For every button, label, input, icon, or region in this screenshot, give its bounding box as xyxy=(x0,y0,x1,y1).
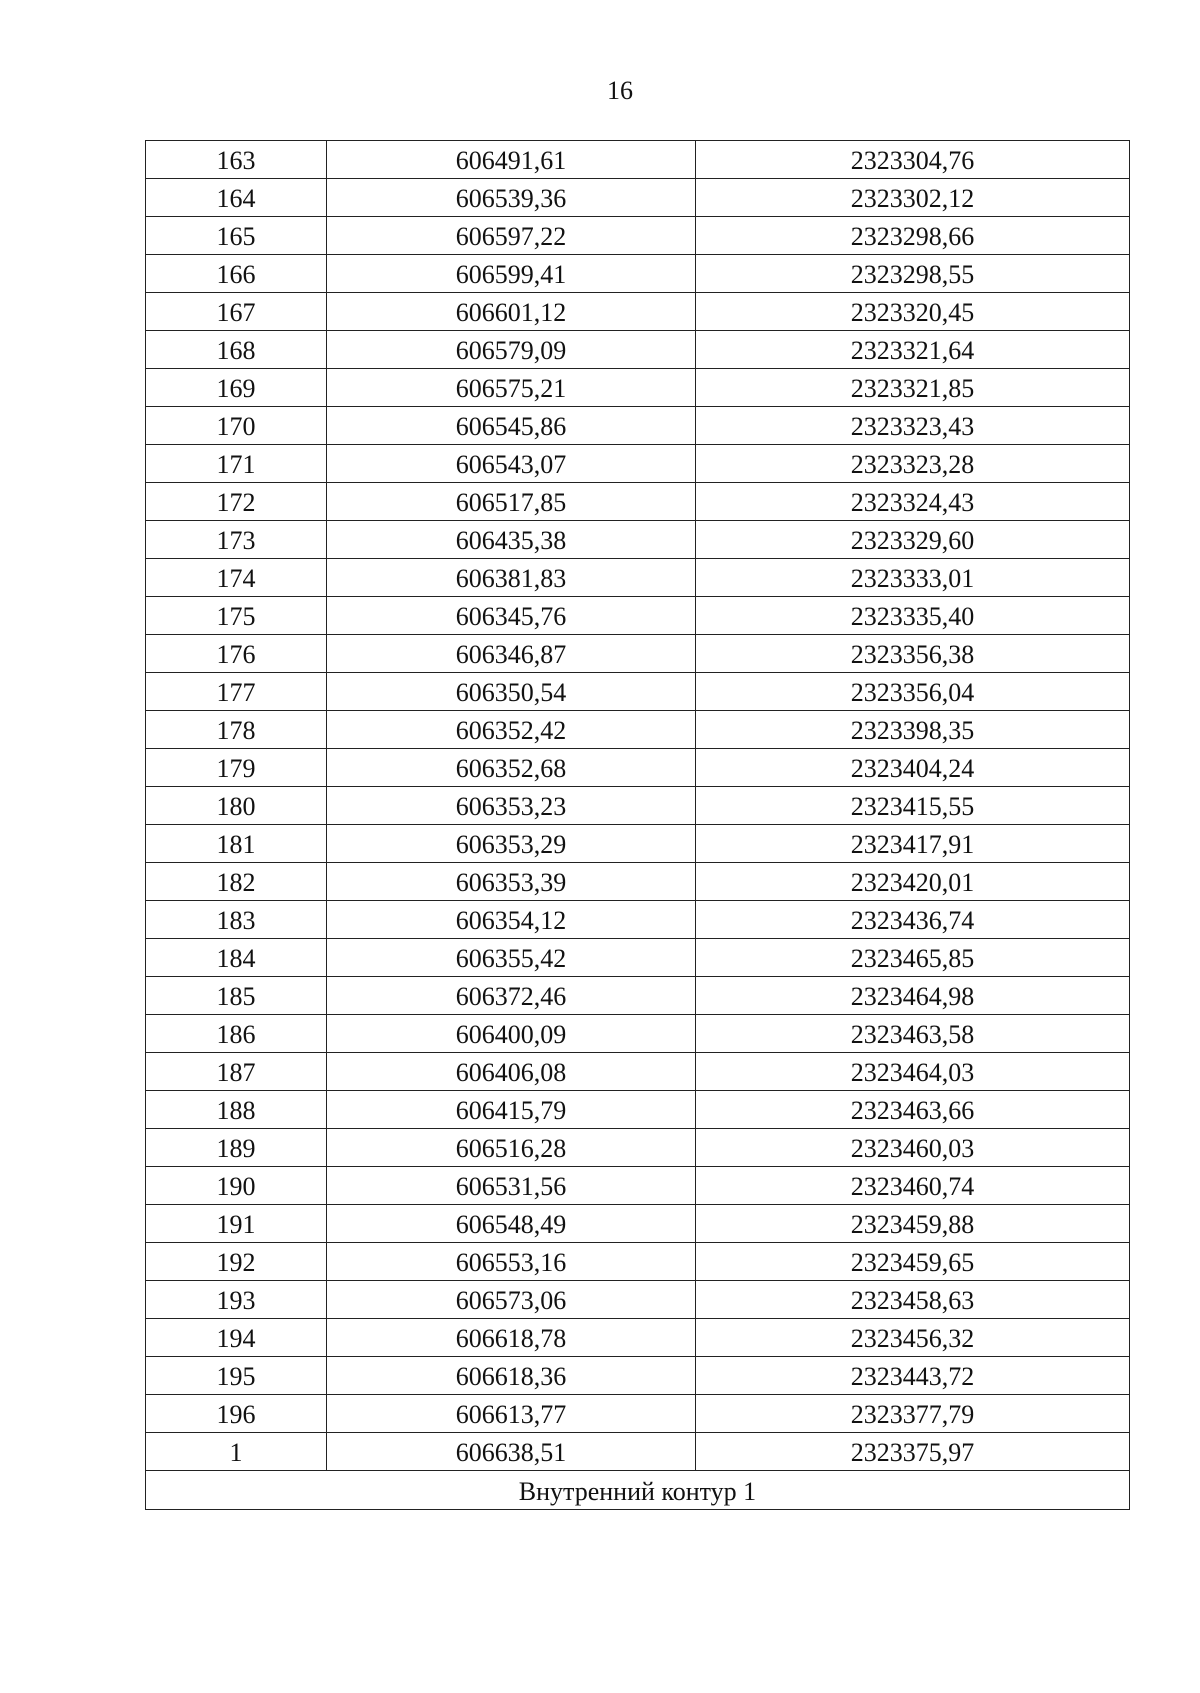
coordinates-table-body xyxy=(146,141,1130,1510)
x-coordinate-cell: 606353,39 xyxy=(327,863,696,901)
y-coordinate-cell: 2323356,38 xyxy=(696,635,1130,673)
table-row xyxy=(146,521,1130,559)
y-coordinate-cell: 2323302,12 xyxy=(696,179,1130,217)
point-number-cell: 173 xyxy=(146,521,327,559)
y-coordinate-cell: 2323436,74 xyxy=(696,901,1130,939)
point-number-cell: 169 xyxy=(146,369,327,407)
x-coordinate-cell: 606400,09 xyxy=(327,1015,696,1053)
table-row xyxy=(146,1319,1130,1357)
y-coordinate-cell: 2323323,43 xyxy=(696,407,1130,445)
point-number-cell: 1 xyxy=(146,1433,327,1471)
table-row xyxy=(146,483,1130,521)
x-coordinate-cell: 606350,54 xyxy=(327,673,696,711)
y-coordinate-cell: 2323398,35 xyxy=(696,711,1130,749)
point-number-cell: 193 xyxy=(146,1281,327,1319)
x-coordinate-cell: 606543,07 xyxy=(327,445,696,483)
point-number-cell: 166 xyxy=(146,255,327,293)
point-number-cell: 177 xyxy=(146,673,327,711)
x-coordinate-cell: 606381,83 xyxy=(327,559,696,597)
point-number-cell: 175 xyxy=(146,597,327,635)
table-row xyxy=(146,787,1130,825)
y-coordinate-cell: 2323323,28 xyxy=(696,445,1130,483)
x-coordinate-cell: 606613,77 xyxy=(327,1395,696,1433)
point-number-cell: 189 xyxy=(146,1129,327,1167)
coordinates-table xyxy=(145,140,1130,1510)
y-coordinate-cell: 2323304,76 xyxy=(696,141,1130,179)
point-number-cell: 178 xyxy=(146,711,327,749)
y-coordinate-cell: 2323356,04 xyxy=(696,673,1130,711)
x-coordinate-cell: 606601,12 xyxy=(327,293,696,331)
y-coordinate-cell: 2323417,91 xyxy=(696,825,1130,863)
y-coordinate-cell: 2323443,72 xyxy=(696,1357,1130,1395)
y-coordinate-cell: 2323460,74 xyxy=(696,1167,1130,1205)
point-number-cell: 191 xyxy=(146,1205,327,1243)
table-row xyxy=(146,1015,1130,1053)
x-coordinate-cell: 606346,87 xyxy=(327,635,696,673)
table-row xyxy=(146,1129,1130,1167)
point-number-cell: 179 xyxy=(146,749,327,787)
table-row xyxy=(146,293,1130,331)
page-number: 16 xyxy=(607,76,633,105)
point-number-cell: 171 xyxy=(146,445,327,483)
table-row xyxy=(146,825,1130,863)
table-row xyxy=(146,1357,1130,1395)
x-coordinate-cell: 606618,36 xyxy=(327,1357,696,1395)
table-row xyxy=(146,1395,1130,1433)
point-number-cell: 180 xyxy=(146,787,327,825)
y-coordinate-cell: 2323459,65 xyxy=(696,1243,1130,1281)
x-coordinate-cell: 606531,56 xyxy=(327,1167,696,1205)
y-coordinate-cell: 2323463,58 xyxy=(696,1015,1130,1053)
table-row xyxy=(146,1167,1130,1205)
x-coordinate-cell: 606406,08 xyxy=(327,1053,696,1091)
point-number-cell: 182 xyxy=(146,863,327,901)
table-row xyxy=(146,749,1130,787)
point-number-cell: 186 xyxy=(146,1015,327,1053)
table-row xyxy=(146,1243,1130,1281)
point-number-cell: 174 xyxy=(146,559,327,597)
point-number-cell: 165 xyxy=(146,217,327,255)
x-coordinate-cell: 606597,22 xyxy=(327,217,696,255)
x-coordinate-cell: 606638,51 xyxy=(327,1433,696,1471)
table-row xyxy=(146,1281,1130,1319)
table-row xyxy=(146,711,1130,749)
table-row xyxy=(146,141,1130,179)
x-coordinate-cell: 606517,85 xyxy=(327,483,696,521)
table-row xyxy=(146,635,1130,673)
y-coordinate-cell: 2323404,24 xyxy=(696,749,1130,787)
table-row xyxy=(146,939,1130,977)
point-number-cell: 176 xyxy=(146,635,327,673)
point-number-cell: 190 xyxy=(146,1167,327,1205)
y-coordinate-cell: 2323464,98 xyxy=(696,977,1130,1015)
y-coordinate-cell: 2323465,85 xyxy=(696,939,1130,977)
y-coordinate-cell: 2323321,85 xyxy=(696,369,1130,407)
y-coordinate-cell: 2323375,97 xyxy=(696,1433,1130,1471)
x-coordinate-cell: 606548,49 xyxy=(327,1205,696,1243)
table-row xyxy=(146,217,1130,255)
x-coordinate-cell: 606491,61 xyxy=(327,141,696,179)
table-row xyxy=(146,331,1130,369)
point-number-cell: 194 xyxy=(146,1319,327,1357)
point-number-cell: 184 xyxy=(146,939,327,977)
point-number-cell: 164 xyxy=(146,179,327,217)
x-coordinate-cell: 606516,28 xyxy=(327,1129,696,1167)
point-number-cell: 181 xyxy=(146,825,327,863)
table-row xyxy=(146,1433,1130,1471)
table-row xyxy=(146,407,1130,445)
point-number-cell: 185 xyxy=(146,977,327,1015)
table-row xyxy=(146,673,1130,711)
y-coordinate-cell: 2323333,01 xyxy=(696,559,1130,597)
table-row xyxy=(146,179,1130,217)
y-coordinate-cell: 2323298,66 xyxy=(696,217,1130,255)
x-coordinate-cell: 606545,86 xyxy=(327,407,696,445)
x-coordinate-cell: 606352,42 xyxy=(327,711,696,749)
table-row xyxy=(146,863,1130,901)
point-number-cell: 195 xyxy=(146,1357,327,1395)
y-coordinate-cell: 2323298,55 xyxy=(696,255,1130,293)
table-row xyxy=(146,255,1130,293)
y-coordinate-cell: 2323329,60 xyxy=(696,521,1130,559)
x-coordinate-cell: 606353,29 xyxy=(327,825,696,863)
y-coordinate-cell: 2323321,64 xyxy=(696,331,1130,369)
y-coordinate-cell: 2323460,03 xyxy=(696,1129,1130,1167)
point-number-cell: 187 xyxy=(146,1053,327,1091)
y-coordinate-cell: 2323456,32 xyxy=(696,1319,1130,1357)
point-number-cell: 167 xyxy=(146,293,327,331)
y-coordinate-cell: 2323463,66 xyxy=(696,1091,1130,1129)
table-row xyxy=(146,901,1130,939)
table-row xyxy=(146,1053,1130,1091)
x-coordinate-cell: 606372,46 xyxy=(327,977,696,1015)
y-coordinate-cell: 2323335,40 xyxy=(696,597,1130,635)
point-number-cell: 196 xyxy=(146,1395,327,1433)
y-coordinate-cell: 2323320,45 xyxy=(696,293,1130,331)
x-coordinate-cell: 606345,76 xyxy=(327,597,696,635)
y-coordinate-cell: 2323464,03 xyxy=(696,1053,1130,1091)
x-coordinate-cell: 606353,23 xyxy=(327,787,696,825)
x-coordinate-cell: 606618,78 xyxy=(327,1319,696,1357)
point-number-cell: 172 xyxy=(146,483,327,521)
point-number-cell: 188 xyxy=(146,1091,327,1129)
y-coordinate-cell: 2323458,63 xyxy=(696,1281,1130,1319)
table-row xyxy=(146,559,1130,597)
x-coordinate-cell: 606352,68 xyxy=(327,749,696,787)
x-coordinate-cell: 606355,42 xyxy=(327,939,696,977)
table-row xyxy=(146,977,1130,1015)
x-coordinate-cell: 606579,09 xyxy=(327,331,696,369)
y-coordinate-cell: 2323420,01 xyxy=(696,863,1130,901)
table-row xyxy=(146,369,1130,407)
contour-label: Внутренний контур 1 xyxy=(146,1471,1130,1510)
x-coordinate-cell: 606354,12 xyxy=(327,901,696,939)
point-number-cell: 192 xyxy=(146,1243,327,1281)
x-coordinate-cell: 606575,21 xyxy=(327,369,696,407)
point-number-cell: 163 xyxy=(146,141,327,179)
point-number-cell: 183 xyxy=(146,901,327,939)
y-coordinate-cell: 2323377,79 xyxy=(696,1395,1130,1433)
table-row xyxy=(146,597,1130,635)
point-number-cell: 168 xyxy=(146,331,327,369)
x-coordinate-cell: 606435,38 xyxy=(327,521,696,559)
x-coordinate-cell: 606415,79 xyxy=(327,1091,696,1129)
contour-label-row xyxy=(146,1471,1130,1510)
point-number-cell: 170 xyxy=(146,407,327,445)
table-row xyxy=(146,1205,1130,1243)
table-row xyxy=(146,1091,1130,1129)
y-coordinate-cell: 2323459,88 xyxy=(696,1205,1130,1243)
x-coordinate-cell: 606573,06 xyxy=(327,1281,696,1319)
table-row xyxy=(146,445,1130,483)
x-coordinate-cell: 606599,41 xyxy=(327,255,696,293)
y-coordinate-cell: 2323415,55 xyxy=(696,787,1130,825)
x-coordinate-cell: 606539,36 xyxy=(327,179,696,217)
y-coordinate-cell: 2323324,43 xyxy=(696,483,1130,521)
x-coordinate-cell: 606553,16 xyxy=(327,1243,696,1281)
